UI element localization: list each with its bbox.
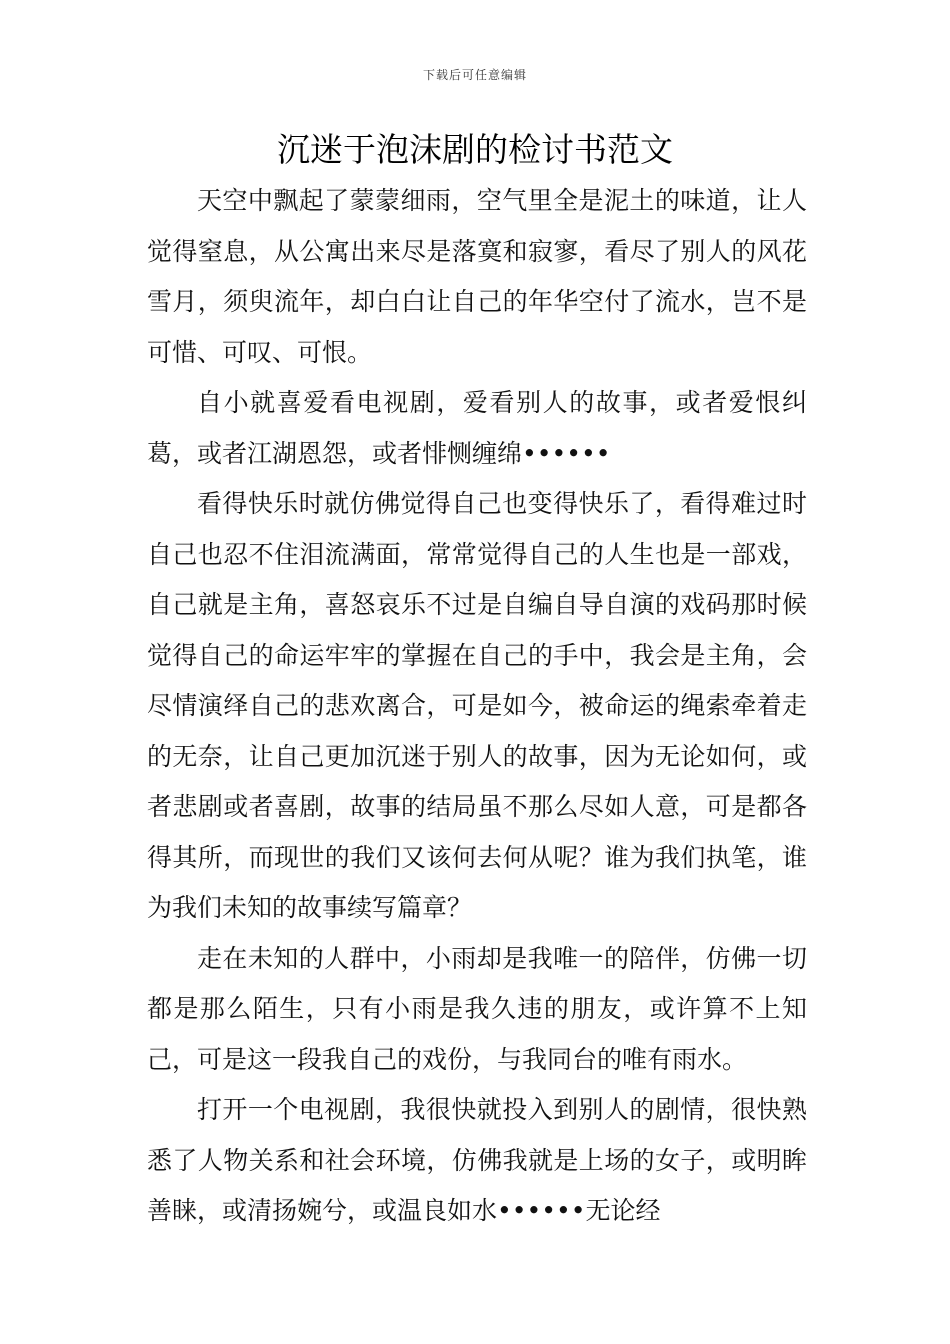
paragraph-4: 走在未知的人群中，小雨却是我唯一的陪伴，仿佛一切都是那么陌生，只有小雨是我久违的朋友，或许算不上知己，可是这一段我自己的戏份，与我同台的唯有雨水。 [147,943,807,1074]
paragraph-2: 自小就喜爱看电视剧，爱看别人的故事，或者爱恨纠葛，或者江湖恩怨，或者悱恻缠绵•••••• [147,388,807,468]
paragraph-5: 打开一个电视剧，我很快就投入到别人的剧情，很快熟悉了人物关系和社会环境，仿佛我就是上场的女子，或明眸善睐，或清扬婉兮，或温良如水••••••无论经 [147,1095,807,1225]
header-note: 下载后可任意编辑 [422,68,527,82]
paragraph-1: 天空中飘起了蒙蒙细雨，空气里全是泥土的味道，让人觉得窒息，从公寓出来尽是落寞和寂寥，看尽了别人的风花雪月，须臾流年，却白白让自己的年华空付了流水，岂不是可惜、可叹、可恨。 [147,186,807,367]
document-title: 沉迷于泡沫剧的检讨书范文 [277,130,673,169]
document-body [147,176,807,1237]
paragraph-3: 看得快乐时就仿佛觉得自己也变得快乐了，看得难过时自己也忍不住泪流满面，常常觉得自己的人生也是一部戏，自己就是主角，喜怒哀乐不过是自编自导自演的戏码那时候觉得自己的命运牢牢的掌握在自己的手中，我会是主角，会尽情演绎自己的悲欢离合，可是如今，被命运的绳索牵着走的无奈，让自己更加沉迷于别人的故事，因为无论如何，或者悲剧或者喜剧，故事的结局虽不那么尽如人意，可是都各得其所，而现世的我们又该何去何从呢？谁为我们执笔，谁为我们未知的故事续写篇章？ [147,489,807,922]
